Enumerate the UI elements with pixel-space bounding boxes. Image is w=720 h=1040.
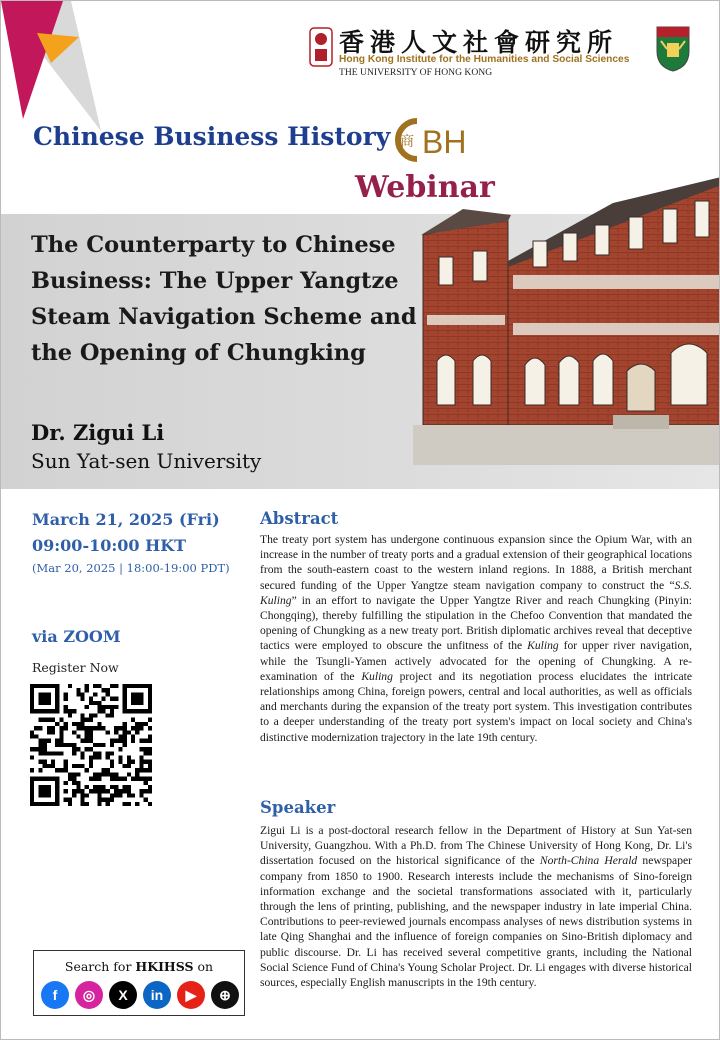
cbh-logo-text: BH: [422, 124, 467, 160]
newspaper-name: North-China Herald: [539, 854, 638, 868]
event-date: March 21, 2025 (Fri): [32, 510, 220, 529]
event-platform: via ZOOM: [32, 627, 121, 646]
social-handle: HKIHSS: [135, 959, 194, 974]
instagram-icon[interactable]: ◎: [75, 981, 103, 1009]
ship-name: Kuling: [527, 639, 559, 653]
university-name: THE UNIVERSITY OF HONG KONG: [339, 67, 493, 78]
register-label: Register Now: [32, 660, 119, 675]
heritage-building-illustration: [413, 175, 720, 465]
social-search-suffix: on: [193, 959, 214, 974]
talk-title: The Counterparty to Chinese Business: The Upper Yangtze Steam Navigation Scheme and the Opening of Chungking: [31, 232, 417, 366]
abstract-heading: Abstract: [260, 509, 339, 528]
social-search-box: [33, 950, 245, 1016]
ship-name: S.S. Kuling: [260, 578, 692, 607]
linkedin-icon[interactable]: in: [143, 981, 171, 1009]
social-search-text: [34, 959, 244, 974]
x-icon[interactable]: X: [109, 981, 137, 1009]
social-search-prefix: Search for: [64, 959, 136, 974]
institute-name-chinese: 香港人文社會研究所: [339, 28, 619, 57]
youtube-icon[interactable]: ▶: [177, 981, 205, 1009]
event-time-alternate: (Mar 20, 2025 | 18:00-19:00 PDT): [32, 561, 230, 575]
event-time: 09:00-10:00 HKT: [32, 536, 187, 555]
speaker-affiliation: Sun Yat-sen University: [31, 449, 262, 473]
institute-header: [309, 23, 709, 83]
speaker-bio: Zigui Li is a post-doctoral research fellow in the Department of History at Sun Yat-sen University, Guangzhou. With a Ph.D. from The Chinese University of Hong Kong, Dr. Li's dissertation focused on the historical significance of the North-China Herald newspaper company from 1850 to 1900. Research interests include the mechanisms of Sino-foreign information exchange and the societal transformations associated with it, particularly through the lens of printing, publishing, and the newspaper industry in late imperial China. Contributions to peer-reviewed journals encompass analyses of news distribution systems in late Qing Shanghai and the influence of foreign companies on Sino-British diplomacy and public discourse. Dr. Li has received several competitive grants, including the National Social Science Fund of China's Young Scholar Project. Dr. Li engages with diverse historical sources, especially English manuscripts in the 19th century.: [260, 824, 692, 990]
speaker-name: Dr. Zigui Li: [31, 420, 165, 445]
webinar-label: Webinar: [355, 170, 495, 205]
speaker-heading: Speaker: [260, 798, 336, 817]
abstract-text: The treaty port system has undergone continuous expansion since the Opium War, with an increase in the number of treaty ports and a gradual extension of their geographical locations from the south-eastern coast to the western inland regions. In 1888, a British merchant secured funding of the Upper Yangtze steam navigation company to construct the “S.S. Kuling” in an effort to navigate the Upper Yangtze River and reach Chungking (Pinyin: Chongqing), thereby fulfilling the stipulation in the Chefoo Convention that mandated the opening of Chungking as a new treaty port. British diplomatic archives reveal that deceptive tactics were employed to obscure the unfitness of the Kuling for upper river navigation, while the Tsungli-Yamen actively advocated for the opening of Chungking. A re-examination of the Kuling project and its negotiation process elucidates the intricate relationships among China, foreign powers, central and local authorities, as well as officials and merchants during the expansion of the treaty port system. This investigation contributes to a deeper understanding of the treaty port system's impact on local society and China's distinctive modernization trajectory in the late 19th century.: [260, 533, 693, 744]
ship-name: Kuling: [361, 669, 393, 683]
institute-emblem-icon: [309, 27, 333, 67]
registration-qr-code[interactable]: [30, 684, 152, 806]
series-title: Chinese Business History: [33, 122, 391, 151]
cbh-logo: [387, 117, 467, 163]
university-crest-icon: [653, 25, 693, 73]
website-icon[interactable]: ⊕: [211, 981, 239, 1009]
social-icon-row: [41, 981, 239, 1009]
facebook-icon[interactable]: f: [41, 981, 69, 1009]
cbh-logo-char: 商: [400, 134, 414, 150]
institute-name-english: Hong Kong Institute for the Humanities and Social Sciences: [339, 54, 630, 65]
